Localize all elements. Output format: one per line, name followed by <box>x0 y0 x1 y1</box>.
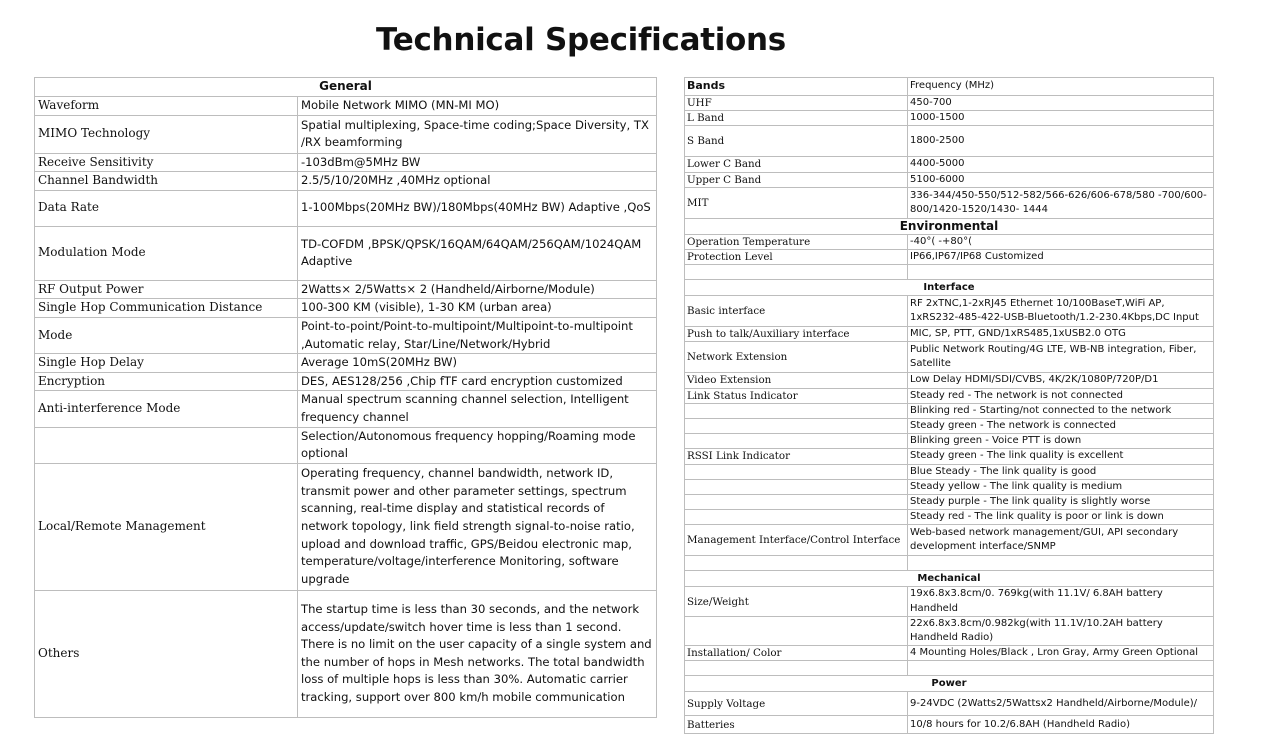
spec-key: Others <box>35 590 298 717</box>
spec-key <box>685 510 908 525</box>
section-header-mechanical: Mechanical <box>685 571 1214 587</box>
spec-key: Upper C Band <box>685 172 908 187</box>
spec-key: Batteries <box>685 716 908 734</box>
spec-value: 1000-1500 <box>908 111 1214 126</box>
table-row <box>685 434 1214 449</box>
spec-value: 4 Mounting Holes/Black , Lron Gray, Army Green Optional <box>908 646 1214 661</box>
spec-key: RF Output Power <box>35 280 298 299</box>
spec-key: MIMO Technology <box>35 115 298 153</box>
table-row <box>35 590 657 717</box>
spec-value: Average 10mS(20MHz BW) <box>298 354 657 373</box>
spacer-cell <box>685 556 908 571</box>
spec-key: Protection Level <box>685 250 908 265</box>
spec-value: -40°( -+80°( <box>908 234 1214 249</box>
table-row <box>35 427 657 463</box>
spec-key: Single Hop Delay <box>35 354 298 373</box>
table-row <box>685 126 1214 157</box>
table-row <box>685 510 1214 525</box>
table-row <box>685 157 1214 172</box>
table-row <box>35 115 657 153</box>
spec-value: DES, AES128/256 ,Chip fTF card encryption customized <box>298 372 657 391</box>
section-header-interface: Interface <box>685 280 1214 296</box>
table-row <box>685 646 1214 661</box>
section-header-environmental: Environmental <box>685 218 1214 234</box>
spec-key <box>685 419 908 434</box>
table-row <box>685 342 1214 373</box>
table-row <box>35 190 657 226</box>
spec-value: RF 2xTNC,1-2xRJ45 Ethernet 10/100BaseT,WiFi AP, 1xRS232-485-422-USB-Bluetooth/1.2-230.4Kbps,DC Input <box>908 296 1214 327</box>
table-row <box>685 265 1214 280</box>
spec-key: UHF <box>685 96 908 111</box>
spec-value: MIC, SP, PTT, GND/1xRS485,1xUSB2.0 OTG <box>908 327 1214 342</box>
table-row <box>35 226 657 280</box>
page-title: Technical Specifications <box>376 22 786 58</box>
spec-value: Steady red - The link quality is poor or link is down <box>908 510 1214 525</box>
table-row <box>35 97 657 116</box>
spec-key: Local/Remote Management <box>35 463 298 590</box>
table-row <box>685 716 1214 734</box>
spec-value: Steady green - The network is connected <box>908 419 1214 434</box>
spec-key <box>685 495 908 510</box>
table-row <box>35 153 657 172</box>
table-row <box>685 388 1214 403</box>
spec-value: 450-700 <box>908 96 1214 111</box>
spec-value: IP66,IP67/IP68 Customized <box>908 250 1214 265</box>
spec-value: The startup time is less than 30 seconds, and the network access/update/switch hover time is less than 1 second. There is no limit on the user capacity of a single system and the number of hops in Mesh networks. The total bandwidth loss of multiple hops is less than 30%. Automatic carrier tracking, support over 800 km/h mobile communication <box>298 590 657 717</box>
bands-header: Bands <box>685 78 908 96</box>
table-row <box>685 78 1214 96</box>
spec-key <box>685 479 908 494</box>
spec-key: Size/Weight <box>685 587 908 616</box>
table-row <box>685 464 1214 479</box>
spec-key: Lower C Band <box>685 157 908 172</box>
spec-value: 9-24VDC (2Watts2/5Wattsx2 Handheld/Airborne/Module)/ <box>908 692 1214 716</box>
spec-key: Supply Voltage <box>685 692 908 716</box>
table-row <box>35 280 657 299</box>
general-spec-table <box>34 77 657 718</box>
table-row <box>685 111 1214 126</box>
spacer-cell <box>908 661 1214 676</box>
spec-value: Public Network Routing/4G LTE, WB-NB integration, Fiber, Satellite <box>908 342 1214 373</box>
spec-value: 1800-2500 <box>908 126 1214 157</box>
spec-value: 336-344/450-550/512-582/566-626/606-678/580 -700/600-800/1420-1520/1430- 1444 <box>908 187 1214 218</box>
spec-key: Operation Temperature <box>685 234 908 249</box>
spec-value: 2.5/5/10/20MHz ,40MHz optional <box>298 172 657 191</box>
table-row <box>685 373 1214 388</box>
table-row <box>35 372 657 391</box>
section-header-power: Power <box>685 676 1214 692</box>
table-row <box>685 692 1214 716</box>
spec-value: 19x6.8x3.8cm/0. 769kg(with 11.1V/ 6.8AH battery Handheld <box>908 587 1214 616</box>
spec-key: Video Extension <box>685 373 908 388</box>
spec-value: Blinking red - Starting/not connected to the network <box>908 403 1214 418</box>
spec-value: Selection/Autonomous frequency hopping/Roaming mode optional <box>298 427 657 463</box>
table-row <box>685 449 1214 464</box>
table-row <box>35 391 657 427</box>
spacer-cell <box>908 556 1214 571</box>
table-row <box>685 661 1214 676</box>
spec-key: Anti-interference Mode <box>35 391 298 427</box>
table-row <box>35 354 657 373</box>
spec-key: MIT <box>685 187 908 218</box>
spec-value: Steady red - The network is not connected <box>908 388 1214 403</box>
spec-key: Data Rate <box>35 190 298 226</box>
table-row <box>685 556 1214 571</box>
spec-key: Single Hop Communication Distance <box>35 299 298 318</box>
table-row <box>685 187 1214 218</box>
spec-value: 10/8 hours for 10.2/6.8AH (Handheld Radio) <box>908 716 1214 734</box>
spec-value: Steady yellow - The link quality is medium <box>908 479 1214 494</box>
spec-key: Installation/ Color <box>685 646 908 661</box>
spec-key: Basic interface <box>685 296 908 327</box>
section-header-general: General <box>35 78 657 97</box>
spec-key: Push to talk/Auxiliary interface <box>685 327 908 342</box>
frequency-header: Frequency (MHz) <box>908 78 1214 96</box>
spec-key <box>685 434 908 449</box>
spec-key: Network Extension <box>685 342 908 373</box>
spec-key: Channel Bandwidth <box>35 172 298 191</box>
spec-value: Low Delay HDMI/SDI/CVBS, 4K/2K/1080P/720P/D1 <box>908 373 1214 388</box>
table-row <box>685 96 1214 111</box>
spec-value: 4400-5000 <box>908 157 1214 172</box>
spec-value: Operating frequency, channel bandwidth, network ID, transmit power and other parameter settings, spectrum scanning, real-time display and statistical records of network topology, link field strength signal-to-noise ratio, upload and download traffic, GPS/Beidou electronic map, temperature/voltage/interference Monitoring, software upgrade <box>298 463 657 590</box>
spec-key <box>685 616 908 645</box>
spec-value: 5100-6000 <box>908 172 1214 187</box>
table-row <box>685 616 1214 645</box>
table-row <box>685 234 1214 249</box>
spec-key: Waveform <box>35 97 298 116</box>
spec-key: L Band <box>685 111 908 126</box>
table-row <box>685 172 1214 187</box>
table-row <box>685 525 1214 556</box>
table-row <box>685 419 1214 434</box>
table-row <box>35 317 657 353</box>
spec-key: RSSI Link Indicator <box>685 449 908 464</box>
table-row <box>685 296 1214 327</box>
spec-value: Blinking green - Voice PTT is down <box>908 434 1214 449</box>
spec-value: 1-100Mbps(20MHz BW)/180Mbps(40MHz BW) Adaptive ,QoS <box>298 190 657 226</box>
spacer-cell <box>685 265 908 280</box>
spec-value: Web-based network management/GUI, API secondary development interface/SNMP <box>908 525 1214 556</box>
table-row <box>685 250 1214 265</box>
table-row <box>685 479 1214 494</box>
spec-value: Spatial multiplexing, Space-time coding;Space Diversity, TX /RX beamforming <box>298 115 657 153</box>
table-row <box>35 299 657 318</box>
spec-value: Blue Steady - The link quality is good <box>908 464 1214 479</box>
spec-value: Mobile Network MIMO (MN-MI MO) <box>298 97 657 116</box>
spec-key <box>685 464 908 479</box>
spec-key: Mode <box>35 317 298 353</box>
spec-value: Manual spectrum scanning channel selection, Intelligent frequency channel <box>298 391 657 427</box>
spacer-cell <box>908 265 1214 280</box>
spec-value: -103dBm@5MHz BW <box>298 153 657 172</box>
table-row <box>35 172 657 191</box>
spec-value: 2Watts× 2/5Watts× 2 (Handheld/Airborne/Module) <box>298 280 657 299</box>
table-row <box>685 495 1214 510</box>
spacer-cell <box>685 661 908 676</box>
spec-value: 100-300 KM (visible), 1-30 KM (urban area) <box>298 299 657 318</box>
spec-value: Steady purple - The link quality is slightly worse <box>908 495 1214 510</box>
spec-value: Steady green - The link quality is excellent <box>908 449 1214 464</box>
spec-value: TD-COFDM ,BPSK/QPSK/16QAM/64QAM/256QAM/1024QAM Adaptive <box>298 226 657 280</box>
table-row <box>35 463 657 590</box>
table-row <box>685 403 1214 418</box>
table-row <box>685 327 1214 342</box>
spec-value: Point-to-point/Point-to-multipoint/Multipoint-to-multipoint ,Automatic relay, Star/Line/Network/Hybrid <box>298 317 657 353</box>
spec-key <box>35 427 298 463</box>
table-row <box>685 587 1214 616</box>
spec-key: Link Status Indicator <box>685 388 908 403</box>
spec-key: Encryption <box>35 372 298 391</box>
spec-key <box>685 403 908 418</box>
spec-value: 22x6.8x3.8cm/0.982kg(with 11.1V/10.2AH battery Handheld Radio) <box>908 616 1214 645</box>
spec-key: Receive Sensitivity <box>35 153 298 172</box>
spec-key: Modulation Mode <box>35 226 298 280</box>
bands-spec-table <box>684 77 1214 734</box>
spec-key: Management Interface/Control Interface <box>685 525 908 556</box>
spec-key: S Band <box>685 126 908 157</box>
